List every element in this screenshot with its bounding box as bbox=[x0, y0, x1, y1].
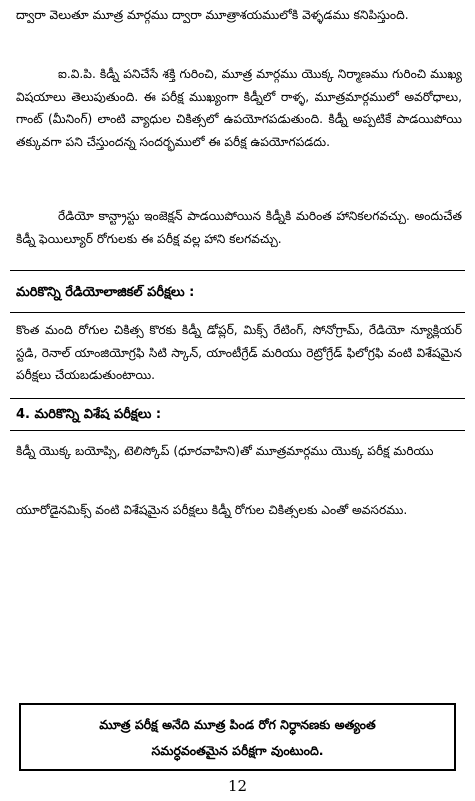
paragraph-radio-contrast: రేడియో కాన్ట్రాస్టు ఇంజెక్షన్ పాడయిపోయిన కిడ్నీకి మరింత హానికలగవచ్చు. అందుచేత కిడ్నీ ఫెయిల్యూర్ రోగులకు ఈ పరీక్ష వల్ల హాని కలగవచ్చు. bbox=[16, 209, 462, 246]
page-number: 12 bbox=[227, 777, 248, 795]
paragraph-continuation: ద్వారా వెలుతూ మూత్ర మార్గము ద్వారా మూత్రాశయములోకి వెళ్ళడము కనిపిస్తుంది. bbox=[16, 8, 409, 22]
callout-box bbox=[19, 703, 456, 771]
section-heading-special-tests: 4. మరికొన్ని విశేష పరీక్షలు : bbox=[16, 407, 162, 422]
paragraph-urodynamics: యూరోడైనమిక్స్ వంటి విశేషమైన పరీక్షలు కిడ్నీ రోగుల చికిత్సలకు ఎంతో అవసరము. bbox=[16, 503, 408, 517]
paragraph-ivp: ఐ.వి.పి. కిడ్నీ పనిచేసే శక్తి గురించి, మూత్ర మార్గము యొక్క నిర్మాణము గురించి ముఖ్య విషయాలు తెలుపుతుంది. ఈ పరీక్ష ముఖ్యంగా కిడ్నీలో రాళ్ళ, మూత్రమార్గములో అవరోధాలు, గాంట్ (మీనింగ్) లాంటి వ్యాధుల చికిత్సలో ఉపయోగపడుతుంది. కిడ్నీ అప్పటికే పాడయిపోయి తక్కువగా పని చేస్తుందన్న సందర్భములో ఈ పరీక్ష ఉపయోగపడదు. bbox=[16, 67, 462, 149]
section-divider bbox=[10, 398, 465, 399]
section-heading-radiological: మరికొన్ని రేడియోలాజికల్ పరీక్షలు : bbox=[16, 285, 195, 300]
section-divider bbox=[10, 430, 465, 431]
callout-line-1: మూత్ర పరీక్ష అనేది మూత్ర పిండ రోగ నిర్ధానణకు అత్యంత bbox=[99, 717, 376, 732]
section-divider bbox=[10, 270, 465, 271]
callout-line-2: సమర్ధవంతమైన పరీక్షగా వుంటుంది. bbox=[151, 743, 324, 758]
paragraph-biopsy: కిడ్నీ యొక్క బయోప్సి, టెలిస్కోప్ (ధూరవాహిని)తో మూత్రమార్గము యొక్క పరీక్ష మరియు bbox=[16, 444, 434, 458]
section-divider bbox=[10, 312, 465, 313]
paragraph-radiological-tests: కొంత మంది రోగుల చికిత్స కొరకు కిడ్నీ డోప్లర్, మిక్స్ రేటింగ్, సోనోగ్రామ్, రేడియో న్యూక్లియర్ స్టడి, రెనాల్ యాంజియోగ్రఫి సిటి స్కాన్, యాంటీగ్రేడ్ మరియు రెట్రోగ్రేడ్ ఫిలోగ్రఫి వంటి విశేషమైన పరీక్షలు చేయబడుతుంటాయి. bbox=[16, 323, 462, 382]
